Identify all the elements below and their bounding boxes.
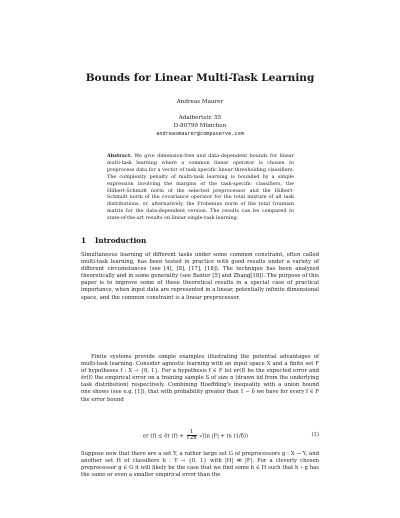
author-street: Adalbertstr. 55 xyxy=(178,115,222,121)
intro-paragraph-1: Simultaneous learning of different tasks under some common constraint, often called multi-task learning, has been tested in practice with good results under a variety of different circumstances (see [4], [8], [17], [18]). The technique has been analyzed theoretically and in some generality (see Baxter [5] and Zhang[18]). The purpose of this paper is to improve some of these theoretical results in a special case of practical importance, when input data are represented in a linear, potentially infinite dimensional space, and the common constraint is a linear preprocessor. xyxy=(81,252,319,301)
abstract xyxy=(107,153,294,222)
paper-title: Bounds for Linear Multi-Task Learning xyxy=(85,72,315,84)
equation-frac-denominator: √2n xyxy=(186,435,197,442)
equation-1 xyxy=(81,428,319,442)
abstract-label: Abstract. xyxy=(107,153,132,159)
section-heading xyxy=(81,236,146,245)
equation-fraction xyxy=(187,430,197,442)
author-name: Andreas Maurer xyxy=(176,99,224,105)
abstract-text: We give dimension-free and data-dependent bounds for linear multi-task learning where a common linear operator is chosen to preprocess data for a vector of task specific linear-thresholding classifiers. The complexity penalty of multi-task learning is bounded by a simple expression involving the margins of the task-specific classifiers, the Hilbert-Schmidt norm of the selected preprocessor and the Hilbert-Schmidt norm of the covariance operator for the total mixture of all task distributions, or, alternatively, the Frobenius norm of the total Gramian matrix for the data-dependent version. The results can be compared to state-of-the-art results on linear single-task learning. xyxy=(107,153,294,222)
author-email: andreasmaurer@compuserve.com xyxy=(156,131,244,137)
equation-frac-numerator: 1 xyxy=(187,430,197,436)
equation-rhs: √(ln |F| + ln (1/δ)) xyxy=(199,433,248,440)
section-title: Introduction xyxy=(95,236,147,245)
section-number: 1 xyxy=(81,236,87,245)
author-block xyxy=(0,98,400,138)
equation-formula xyxy=(143,430,248,442)
intro-paragraph-3: Suppose now that there are a set Y, a rather large set G of preprocessors g : X → Y, and another set H of classifiers h : Y → {0, 1} with |H| ≪ |F|. For a cleverly chosen preprocessor g ∈ G it will likely be the case that we find some h ∈ H such that h ∘ g has the same or even a smaller empirical error than the xyxy=(81,451,319,479)
author-city: D-80799 München xyxy=(173,123,227,129)
intro-paragraph-2: Finite systems provide simple examples illustrating the potential advantages of multi-task learning. Consider agnostic learning with an input space X and a finite set F of hypotheses f : X → {0, 1}. For a hypothesis f ∈ F let er(f) be the expected error and êr(f) the empirical error on a training sample S of size n (drawn iid from the underlying task distribution) respectively. Combining Hoeffding's inequality with a union bound one shows (see e.g. [1]), that with probability greater than 1 − δ we have for every f ∈ F the error bound xyxy=(81,354,319,403)
equation-lhs: er (f) ≤ êr (f) + xyxy=(143,433,184,440)
equation-number: (1) xyxy=(311,432,319,438)
